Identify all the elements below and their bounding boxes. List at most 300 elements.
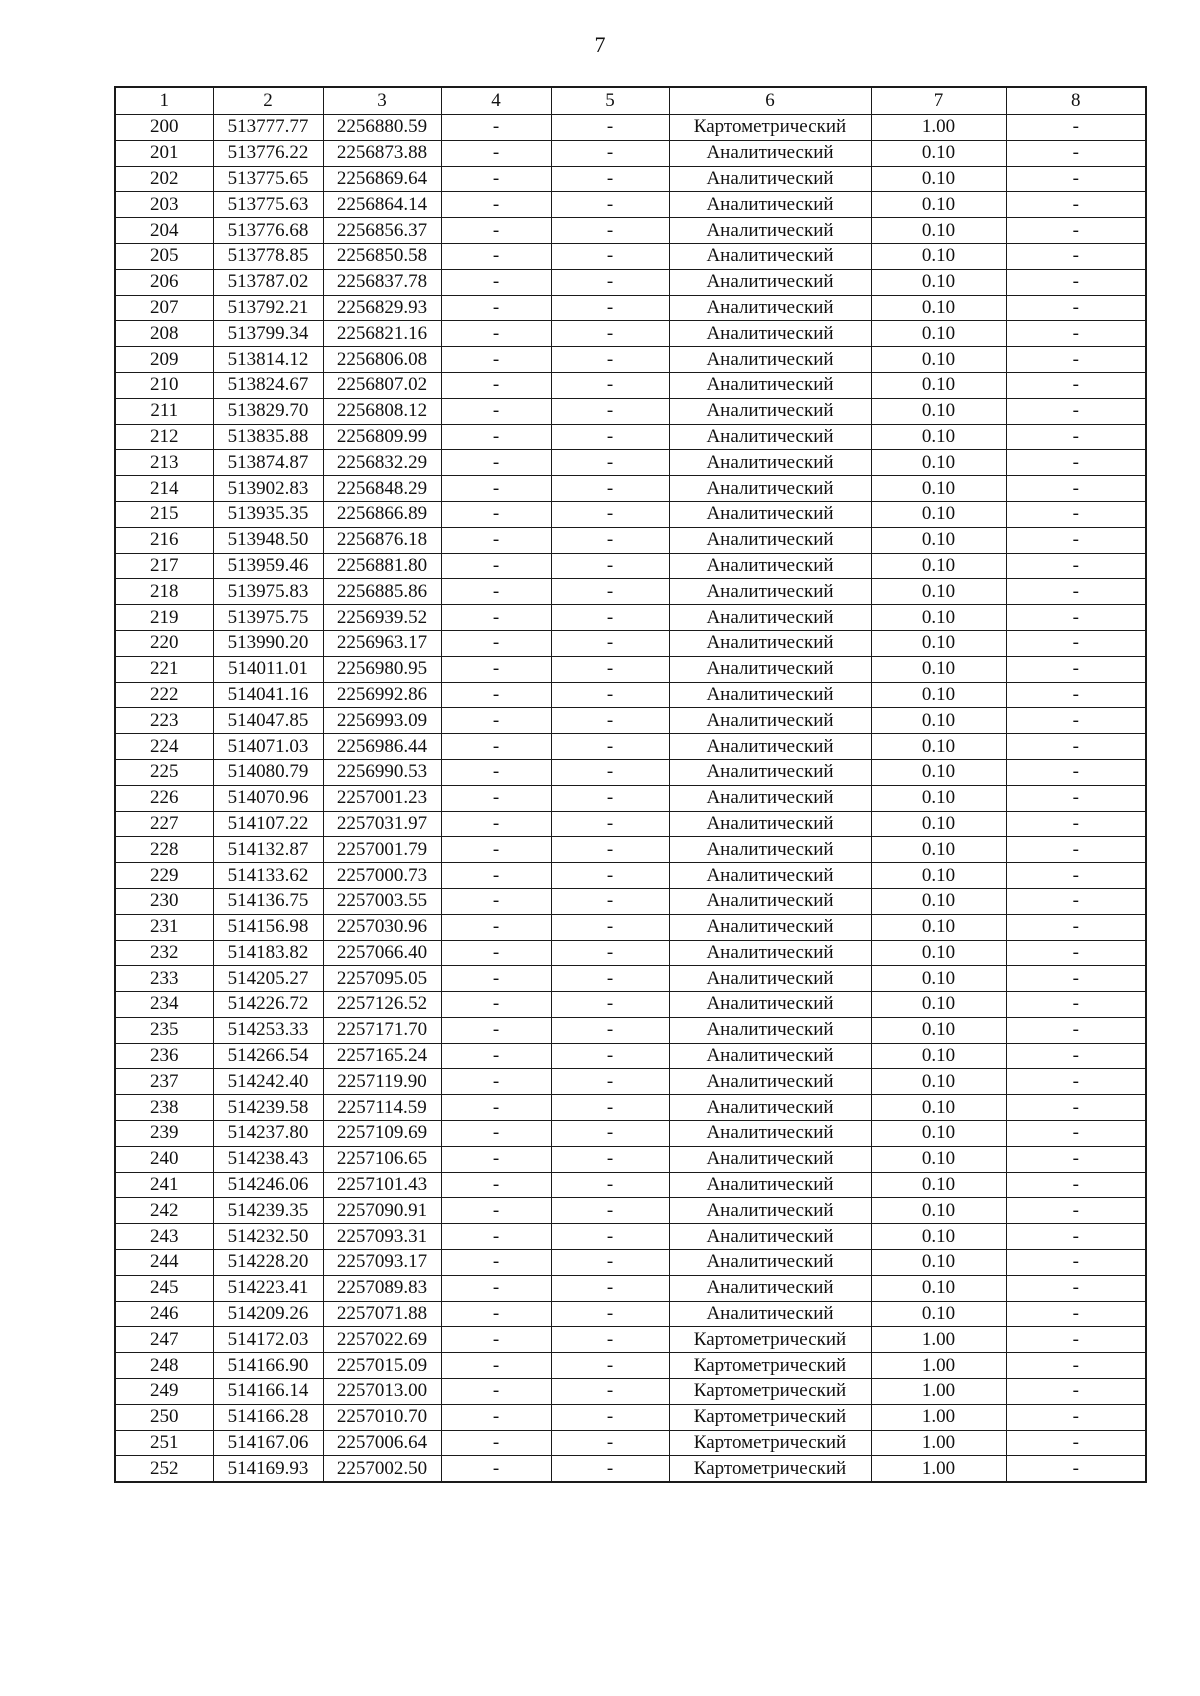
x-coordinate-cell: 514070.96 xyxy=(213,785,323,811)
point-number-cell: 216 xyxy=(115,527,213,553)
method-cell: Аналитический xyxy=(669,605,871,631)
y-coordinate-cell: 2256837.78 xyxy=(323,269,441,295)
y-coordinate-cell: 2256880.59 xyxy=(323,115,441,141)
column-5-cell: - xyxy=(551,1301,669,1327)
x-coordinate-cell: 513975.75 xyxy=(213,605,323,631)
y-coordinate-cell: 2257022.69 xyxy=(323,1327,441,1353)
x-coordinate-cell: 513824.67 xyxy=(213,372,323,398)
table-row xyxy=(115,811,1146,837)
x-coordinate-cell: 513814.12 xyxy=(213,347,323,373)
table-row xyxy=(115,1456,1146,1482)
coordinates-table xyxy=(114,86,1147,1483)
column-8-cell: - xyxy=(1006,630,1146,656)
point-number-cell: 239 xyxy=(115,1121,213,1147)
method-cell: Аналитический xyxy=(669,708,871,734)
column-8-cell: - xyxy=(1006,372,1146,398)
y-coordinate-cell: 2256864.14 xyxy=(323,192,441,218)
method-cell: Картометрический xyxy=(669,1404,871,1430)
column-4-cell: - xyxy=(441,140,551,166)
column-8-cell: - xyxy=(1006,863,1146,889)
column-8-cell: - xyxy=(1006,1017,1146,1043)
column-5-cell: - xyxy=(551,450,669,476)
method-cell: Аналитический xyxy=(669,424,871,450)
y-coordinate-cell: 2257010.70 xyxy=(323,1404,441,1430)
column-4-cell: - xyxy=(441,888,551,914)
column-8-cell: - xyxy=(1006,140,1146,166)
x-coordinate-cell: 514166.28 xyxy=(213,1404,323,1430)
accuracy-cell: 0.10 xyxy=(871,914,1006,940)
y-coordinate-cell: 2257002.50 xyxy=(323,1456,441,1482)
x-coordinate-cell: 514266.54 xyxy=(213,1043,323,1069)
column-5-cell: - xyxy=(551,940,669,966)
table-row xyxy=(115,682,1146,708)
column-4-cell: - xyxy=(441,914,551,940)
column-5-cell: - xyxy=(551,115,669,141)
x-coordinate-cell: 514041.16 xyxy=(213,682,323,708)
accuracy-cell: 0.10 xyxy=(871,527,1006,553)
y-coordinate-cell: 2257171.70 xyxy=(323,1017,441,1043)
x-coordinate-cell: 514071.03 xyxy=(213,734,323,760)
point-number-cell: 203 xyxy=(115,192,213,218)
accuracy-cell: 0.10 xyxy=(871,347,1006,373)
column-header: 3 xyxy=(323,87,441,115)
column-5-cell: - xyxy=(551,1456,669,1482)
column-8-cell: - xyxy=(1006,940,1146,966)
x-coordinate-cell: 514169.93 xyxy=(213,1456,323,1482)
column-8-cell: - xyxy=(1006,527,1146,553)
x-coordinate-cell: 514223.41 xyxy=(213,1275,323,1301)
column-5-cell: - xyxy=(551,605,669,631)
column-8-cell: - xyxy=(1006,1172,1146,1198)
y-coordinate-cell: 2257030.96 xyxy=(323,914,441,940)
column-header: 2 xyxy=(213,87,323,115)
point-number-cell: 217 xyxy=(115,553,213,579)
y-coordinate-cell: 2256807.02 xyxy=(323,372,441,398)
x-coordinate-cell: 514239.35 xyxy=(213,1198,323,1224)
x-coordinate-cell: 514226.72 xyxy=(213,992,323,1018)
y-coordinate-cell: 2256829.93 xyxy=(323,295,441,321)
column-4-cell: - xyxy=(441,940,551,966)
accuracy-cell: 1.00 xyxy=(871,1353,1006,1379)
column-5-cell: - xyxy=(551,321,669,347)
accuracy-cell: 0.10 xyxy=(871,166,1006,192)
table-row xyxy=(115,1043,1146,1069)
column-5-cell: - xyxy=(551,579,669,605)
point-number-cell: 206 xyxy=(115,269,213,295)
point-number-cell: 210 xyxy=(115,372,213,398)
column-4-cell: - xyxy=(441,579,551,605)
x-coordinate-cell: 513777.77 xyxy=(213,115,323,141)
accuracy-cell: 0.10 xyxy=(871,837,1006,863)
y-coordinate-cell: 2257126.52 xyxy=(323,992,441,1018)
table-row xyxy=(115,992,1146,1018)
y-coordinate-cell: 2256885.86 xyxy=(323,579,441,605)
accuracy-cell: 0.10 xyxy=(871,1250,1006,1276)
column-8-cell: - xyxy=(1006,888,1146,914)
method-cell: Аналитический xyxy=(669,1224,871,1250)
column-4-cell: - xyxy=(441,347,551,373)
x-coordinate-cell: 513799.34 xyxy=(213,321,323,347)
method-cell: Аналитический xyxy=(669,347,871,373)
x-coordinate-cell: 514172.03 xyxy=(213,1327,323,1353)
column-header: 7 xyxy=(871,87,1006,115)
y-coordinate-cell: 2257093.31 xyxy=(323,1224,441,1250)
table-row xyxy=(115,1353,1146,1379)
table-row xyxy=(115,218,1146,244)
method-cell: Аналитический xyxy=(669,372,871,398)
method-cell: Аналитический xyxy=(669,450,871,476)
column-5-cell: - xyxy=(551,785,669,811)
column-4-cell: - xyxy=(441,1224,551,1250)
x-coordinate-cell: 513902.83 xyxy=(213,476,323,502)
accuracy-cell: 0.10 xyxy=(871,656,1006,682)
column-4-cell: - xyxy=(441,295,551,321)
column-4-cell: - xyxy=(441,656,551,682)
method-cell: Аналитический xyxy=(669,1017,871,1043)
method-cell: Аналитический xyxy=(669,295,871,321)
accuracy-cell: 0.10 xyxy=(871,863,1006,889)
y-coordinate-cell: 2256848.29 xyxy=(323,476,441,502)
column-5-cell: - xyxy=(551,811,669,837)
x-coordinate-cell: 513874.87 xyxy=(213,450,323,476)
column-4-cell: - xyxy=(441,1095,551,1121)
x-coordinate-cell: 514232.50 xyxy=(213,1224,323,1250)
column-4-cell: - xyxy=(441,863,551,889)
y-coordinate-cell: 2257000.73 xyxy=(323,863,441,889)
column-4-cell: - xyxy=(441,1017,551,1043)
y-coordinate-cell: 2256963.17 xyxy=(323,630,441,656)
x-coordinate-cell: 513990.20 xyxy=(213,630,323,656)
column-5-cell: - xyxy=(551,630,669,656)
x-coordinate-cell: 513975.83 xyxy=(213,579,323,605)
table-row xyxy=(115,759,1146,785)
column-5-cell: - xyxy=(551,295,669,321)
y-coordinate-cell: 2257013.00 xyxy=(323,1379,441,1405)
column-4-cell: - xyxy=(441,708,551,734)
y-coordinate-cell: 2257001.23 xyxy=(323,785,441,811)
table-row xyxy=(115,863,1146,889)
point-number-cell: 241 xyxy=(115,1172,213,1198)
y-coordinate-cell: 2257109.69 xyxy=(323,1121,441,1147)
column-8-cell: - xyxy=(1006,785,1146,811)
y-coordinate-cell: 2256881.80 xyxy=(323,553,441,579)
accuracy-cell: 0.10 xyxy=(871,295,1006,321)
accuracy-cell: 0.10 xyxy=(871,269,1006,295)
method-cell: Аналитический xyxy=(669,269,871,295)
point-number-cell: 209 xyxy=(115,347,213,373)
column-4-cell: - xyxy=(441,450,551,476)
table-row xyxy=(115,656,1146,682)
column-4-cell: - xyxy=(441,682,551,708)
method-cell: Аналитический xyxy=(669,579,871,605)
point-number-cell: 233 xyxy=(115,966,213,992)
method-cell: Аналитический xyxy=(669,398,871,424)
point-number-cell: 250 xyxy=(115,1404,213,1430)
column-5-cell: - xyxy=(551,166,669,192)
column-4-cell: - xyxy=(441,1301,551,1327)
column-4-cell: - xyxy=(441,1198,551,1224)
x-coordinate-cell: 513792.21 xyxy=(213,295,323,321)
x-coordinate-cell: 513776.68 xyxy=(213,218,323,244)
column-5-cell: - xyxy=(551,553,669,579)
y-coordinate-cell: 2257093.17 xyxy=(323,1250,441,1276)
table-row xyxy=(115,424,1146,450)
column-5-cell: - xyxy=(551,347,669,373)
table-row xyxy=(115,734,1146,760)
y-coordinate-cell: 2257089.83 xyxy=(323,1275,441,1301)
point-number-cell: 227 xyxy=(115,811,213,837)
table-row xyxy=(115,140,1146,166)
table-row xyxy=(115,605,1146,631)
column-header: 1 xyxy=(115,87,213,115)
column-4-cell: - xyxy=(441,1404,551,1430)
x-coordinate-cell: 513776.22 xyxy=(213,140,323,166)
column-8-cell: - xyxy=(1006,269,1146,295)
table-row xyxy=(115,1327,1146,1353)
point-number-cell: 222 xyxy=(115,682,213,708)
column-8-cell: - xyxy=(1006,1404,1146,1430)
method-cell: Аналитический xyxy=(669,476,871,502)
column-8-cell: - xyxy=(1006,992,1146,1018)
x-coordinate-cell: 513778.85 xyxy=(213,243,323,269)
point-number-cell: 211 xyxy=(115,398,213,424)
accuracy-cell: 1.00 xyxy=(871,1379,1006,1405)
point-number-cell: 201 xyxy=(115,140,213,166)
method-cell: Аналитический xyxy=(669,1198,871,1224)
table-row xyxy=(115,579,1146,605)
accuracy-cell: 0.10 xyxy=(871,734,1006,760)
x-coordinate-cell: 513787.02 xyxy=(213,269,323,295)
x-coordinate-cell: 514205.27 xyxy=(213,966,323,992)
y-coordinate-cell: 2256876.18 xyxy=(323,527,441,553)
x-coordinate-cell: 514242.40 xyxy=(213,1069,323,1095)
column-5-cell: - xyxy=(551,708,669,734)
column-5-cell: - xyxy=(551,656,669,682)
accuracy-cell: 0.10 xyxy=(871,450,1006,476)
point-number-cell: 251 xyxy=(115,1430,213,1456)
table-row xyxy=(115,476,1146,502)
column-5-cell: - xyxy=(551,1198,669,1224)
column-4-cell: - xyxy=(441,759,551,785)
column-8-cell: - xyxy=(1006,553,1146,579)
column-8-cell: - xyxy=(1006,1198,1146,1224)
y-coordinate-cell: 2256986.44 xyxy=(323,734,441,760)
y-coordinate-cell: 2256809.99 xyxy=(323,424,441,450)
y-coordinate-cell: 2257071.88 xyxy=(323,1301,441,1327)
y-coordinate-cell: 2256850.58 xyxy=(323,243,441,269)
column-5-cell: - xyxy=(551,372,669,398)
x-coordinate-cell: 514166.14 xyxy=(213,1379,323,1405)
column-8-cell: - xyxy=(1006,218,1146,244)
accuracy-cell: 0.10 xyxy=(871,476,1006,502)
point-number-cell: 226 xyxy=(115,785,213,811)
point-number-cell: 207 xyxy=(115,295,213,321)
y-coordinate-cell: 2257006.64 xyxy=(323,1430,441,1456)
accuracy-cell: 0.10 xyxy=(871,785,1006,811)
point-number-cell: 243 xyxy=(115,1224,213,1250)
column-header: 8 xyxy=(1006,87,1146,115)
column-5-cell: - xyxy=(551,1275,669,1301)
column-8-cell: - xyxy=(1006,295,1146,321)
method-cell: Аналитический xyxy=(669,656,871,682)
table-row xyxy=(115,347,1146,373)
accuracy-cell: 0.10 xyxy=(871,605,1006,631)
accuracy-cell: 1.00 xyxy=(871,1456,1006,1482)
x-coordinate-cell: 514133.62 xyxy=(213,863,323,889)
accuracy-cell: 0.10 xyxy=(871,140,1006,166)
column-8-cell: - xyxy=(1006,1121,1146,1147)
column-8-cell: - xyxy=(1006,1095,1146,1121)
y-coordinate-cell: 2256866.89 xyxy=(323,501,441,527)
column-5-cell: - xyxy=(551,682,669,708)
y-coordinate-cell: 2257095.05 xyxy=(323,966,441,992)
column-header: 4 xyxy=(441,87,551,115)
column-5-cell: - xyxy=(551,734,669,760)
x-coordinate-cell: 514011.01 xyxy=(213,656,323,682)
point-number-cell: 240 xyxy=(115,1146,213,1172)
accuracy-cell: 0.10 xyxy=(871,1301,1006,1327)
column-8-cell: - xyxy=(1006,1069,1146,1095)
y-coordinate-cell: 2256808.12 xyxy=(323,398,441,424)
table-row xyxy=(115,527,1146,553)
method-cell: Аналитический xyxy=(669,501,871,527)
y-coordinate-cell: 2256980.95 xyxy=(323,656,441,682)
column-8-cell: - xyxy=(1006,1043,1146,1069)
point-number-cell: 228 xyxy=(115,837,213,863)
column-8-cell: - xyxy=(1006,656,1146,682)
column-4-cell: - xyxy=(441,424,551,450)
table-row xyxy=(115,1198,1146,1224)
point-number-cell: 212 xyxy=(115,424,213,450)
column-5-cell: - xyxy=(551,1430,669,1456)
x-coordinate-cell: 513775.65 xyxy=(213,166,323,192)
column-5-cell: - xyxy=(551,1379,669,1405)
column-4-cell: - xyxy=(441,785,551,811)
column-5-cell: - xyxy=(551,1017,669,1043)
column-4-cell: - xyxy=(441,398,551,424)
accuracy-cell: 0.10 xyxy=(871,759,1006,785)
accuracy-cell: 0.10 xyxy=(871,811,1006,837)
column-8-cell: - xyxy=(1006,476,1146,502)
point-number-cell: 208 xyxy=(115,321,213,347)
point-number-cell: 252 xyxy=(115,1456,213,1482)
column-header: 6 xyxy=(669,87,871,115)
accuracy-cell: 0.10 xyxy=(871,1017,1006,1043)
column-8-cell: - xyxy=(1006,914,1146,940)
method-cell: Картометрический xyxy=(669,1379,871,1405)
method-cell: Аналитический xyxy=(669,888,871,914)
column-8-cell: - xyxy=(1006,450,1146,476)
column-5-cell: - xyxy=(551,476,669,502)
accuracy-cell: 1.00 xyxy=(871,1404,1006,1430)
method-cell: Аналитический xyxy=(669,527,871,553)
method-cell: Аналитический xyxy=(669,966,871,992)
method-cell: Аналитический xyxy=(669,1172,871,1198)
point-number-cell: 219 xyxy=(115,605,213,631)
accuracy-cell: 0.10 xyxy=(871,992,1006,1018)
method-cell: Аналитический xyxy=(669,218,871,244)
column-8-cell: - xyxy=(1006,1224,1146,1250)
column-5-cell: - xyxy=(551,863,669,889)
method-cell: Аналитический xyxy=(669,1146,871,1172)
accuracy-cell: 0.10 xyxy=(871,321,1006,347)
accuracy-cell: 0.10 xyxy=(871,966,1006,992)
method-cell: Аналитический xyxy=(669,811,871,837)
column-5-cell: - xyxy=(551,140,669,166)
column-5-cell: - xyxy=(551,1069,669,1095)
table-body xyxy=(115,115,1146,1483)
table-row xyxy=(115,269,1146,295)
column-4-cell: - xyxy=(441,1043,551,1069)
table-row xyxy=(115,1379,1146,1405)
method-cell: Аналитический xyxy=(669,140,871,166)
column-4-cell: - xyxy=(441,372,551,398)
column-4-cell: - xyxy=(441,243,551,269)
table-row xyxy=(115,708,1146,734)
x-coordinate-cell: 513935.35 xyxy=(213,501,323,527)
x-coordinate-cell: 514156.98 xyxy=(213,914,323,940)
table-row xyxy=(115,940,1146,966)
column-5-cell: - xyxy=(551,759,669,785)
x-coordinate-cell: 514166.90 xyxy=(213,1353,323,1379)
column-5-cell: - xyxy=(551,269,669,295)
column-8-cell: - xyxy=(1006,1353,1146,1379)
y-coordinate-cell: 2256806.08 xyxy=(323,347,441,373)
column-8-cell: - xyxy=(1006,166,1146,192)
accuracy-cell: 0.10 xyxy=(871,501,1006,527)
column-5-cell: - xyxy=(551,501,669,527)
column-8-cell: - xyxy=(1006,759,1146,785)
column-4-cell: - xyxy=(441,630,551,656)
y-coordinate-cell: 2256869.64 xyxy=(323,166,441,192)
point-number-cell: 237 xyxy=(115,1069,213,1095)
column-4-cell: - xyxy=(441,1456,551,1482)
column-header: 5 xyxy=(551,87,669,115)
table-row xyxy=(115,398,1146,424)
x-coordinate-cell: 514209.26 xyxy=(213,1301,323,1327)
y-coordinate-cell: 2256821.16 xyxy=(323,321,441,347)
column-8-cell: - xyxy=(1006,708,1146,734)
x-coordinate-cell: 514238.43 xyxy=(213,1146,323,1172)
column-4-cell: - xyxy=(441,476,551,502)
column-5-cell: - xyxy=(551,992,669,1018)
table-row xyxy=(115,630,1146,656)
accuracy-cell: 0.10 xyxy=(871,888,1006,914)
column-5-cell: - xyxy=(551,218,669,244)
column-4-cell: - xyxy=(441,1121,551,1147)
column-8-cell: - xyxy=(1006,424,1146,450)
accuracy-cell: 1.00 xyxy=(871,1430,1006,1456)
y-coordinate-cell: 2257106.65 xyxy=(323,1146,441,1172)
table-row xyxy=(115,1275,1146,1301)
method-cell: Аналитический xyxy=(669,553,871,579)
column-4-cell: - xyxy=(441,1146,551,1172)
method-cell: Аналитический xyxy=(669,863,871,889)
method-cell: Картометрический xyxy=(669,1430,871,1456)
column-8-cell: - xyxy=(1006,605,1146,631)
method-cell: Аналитический xyxy=(669,992,871,1018)
column-4-cell: - xyxy=(441,1172,551,1198)
x-coordinate-cell: 513948.50 xyxy=(213,527,323,553)
x-coordinate-cell: 514047.85 xyxy=(213,708,323,734)
accuracy-cell: 0.10 xyxy=(871,940,1006,966)
table-row xyxy=(115,837,1146,863)
point-number-cell: 234 xyxy=(115,992,213,1018)
table-row xyxy=(115,1172,1146,1198)
column-4-cell: - xyxy=(441,1069,551,1095)
method-cell: Аналитический xyxy=(669,759,871,785)
method-cell: Аналитический xyxy=(669,1043,871,1069)
